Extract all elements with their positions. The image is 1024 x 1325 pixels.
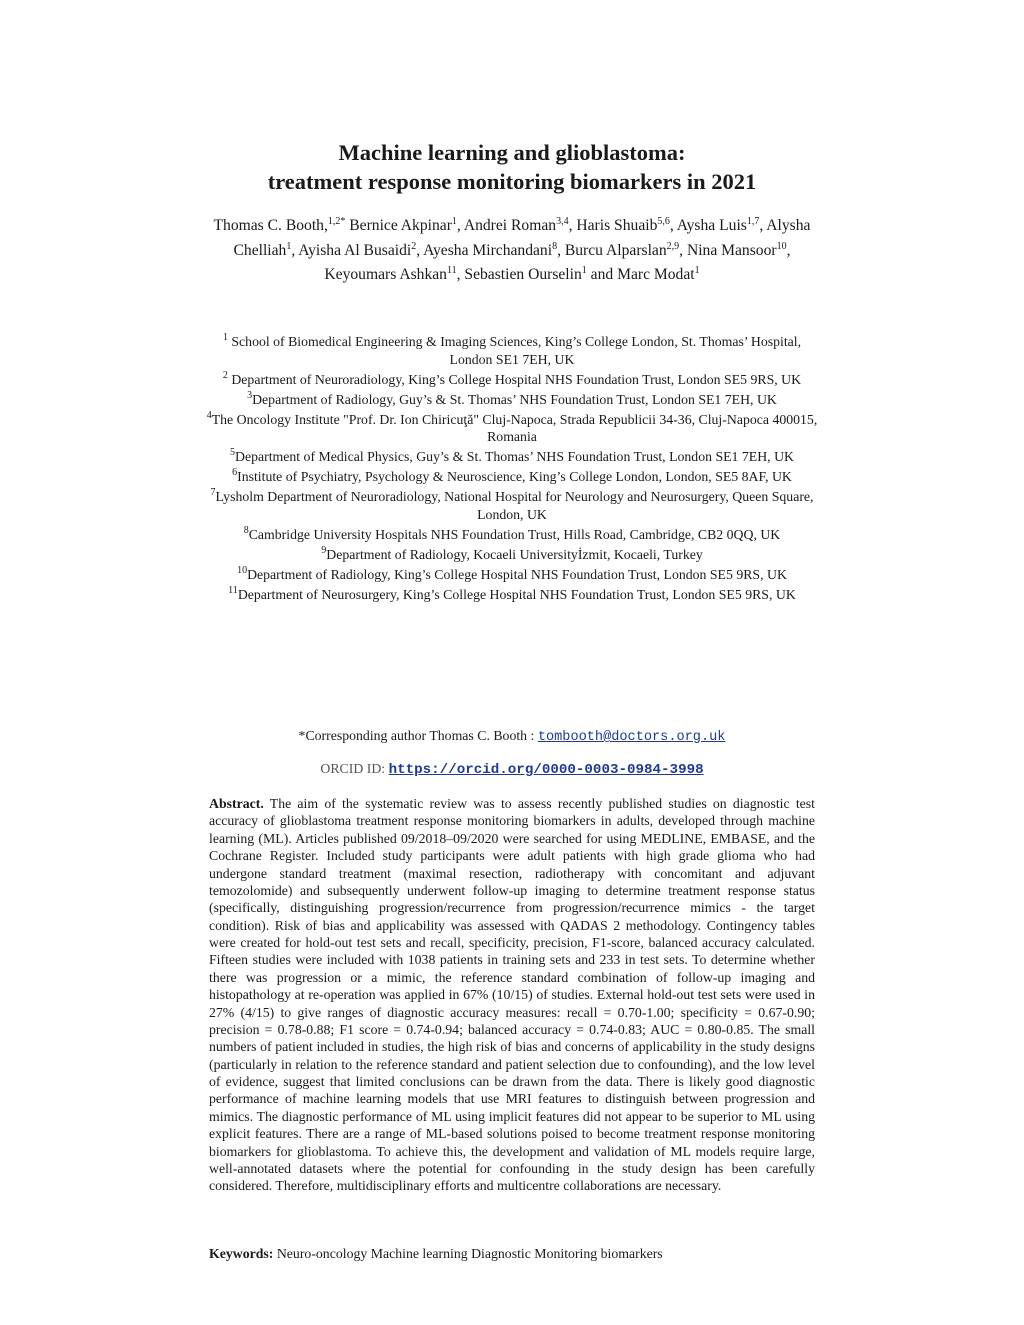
orcid-link[interactable]: https://orcid.org/0000-0003-0984-3998 bbox=[388, 762, 704, 778]
affiliation-item: $^7$Lysholm Department of Neuroradiology, National Hospital for Neurology and Neurosurgery, Queen Square, London, UK bbox=[210, 487, 814, 522]
affiliation-list bbox=[205, 333, 819, 606]
affiliation-item: $^8$Cambridge University Hospitals NHS Foundation Trust, Hills Road, Cambridge, CB2 0QQ, UK bbox=[243, 524, 781, 542]
abstract bbox=[209, 795, 815, 1195]
keywords bbox=[209, 1245, 815, 1263]
affiliation-item: $^3$Department of Radiology, Guy’s & St. Thomas’ NHS Foundation Trust, London SE1 7EH, UK bbox=[247, 389, 777, 407]
affiliation-item: $^9$Department of Radiology, Kocaeli Universityİzmit, Kocaeli, Turkey bbox=[321, 544, 703, 562]
affiliation-item: $^1$ School of Biomedical Engineering & Imaging Sciences, King’s College London, St. Thomas’ Hospital, London SE1 7EH, UK bbox=[222, 332, 802, 367]
corresponding-email-link[interactable]: tombooth@doctors.org.uk bbox=[537, 730, 726, 745]
author: and Marc Modat$^1$ bbox=[586, 265, 700, 283]
author: , Keyoumars Ashkan$^{11}$ bbox=[324, 241, 791, 283]
corresponding-label: *Corresponding author Thomas C. Booth : bbox=[298, 728, 538, 743]
affiliation-item: $^5$Department of Medical Physics, Guy’s & St. Thomas’ NHS Foundation Trust, London SE1 7EH, UK bbox=[229, 447, 795, 464]
author: , Sebastien Ourselin$^1$ bbox=[456, 265, 587, 283]
affiliation-item: $^{11}$Department of Neurosurgery, King’s College Hospital NHS Foundation Trust, London SE5 9RS, UK bbox=[228, 584, 796, 602]
author: , Ayesha Mirchandani$^8$ bbox=[416, 240, 558, 259]
affiliation-item: $^{10}$Department of Radiology, King’s College Hospital NHS Foundation Trust, London SE5 9RS, UK bbox=[237, 564, 787, 582]
title-line-2: treatment response monitoring biomarkers in 2021 bbox=[267, 169, 757, 194]
abstract-label: Abstract. bbox=[209, 796, 264, 811]
keywords-label: Keywords: bbox=[209, 1246, 274, 1261]
author: Thomas C. Booth,$^{1,2*}$ bbox=[213, 216, 346, 234]
author: , Nina Mansoor$^{10}$ bbox=[679, 240, 787, 259]
author: , Aysha Luis$^{1,7}$ bbox=[669, 216, 760, 234]
abstract-text: The aim of the systematic review was to assess recently published studies on diagnostic test accuracy of glioblastoma treatment response monitoring biomarkers in adults, developed through machine learning (ML). Articles published 09/2018–09/2020 were searched for using MEDLINE, EMBASE, and the Cochrane Register. Included study participants were adult patients with high grade glioma who had undergone standard treatment (maximal resection, radiotherapy with concomitant and adjuvant temozolomide) and subsequently underwent follow-up imaging to determine treatment response status (specifically, distinguishing progression/recurrence from progression/recurrence mimics - the target condition). Risk of bias and applicability was assessed with QADAS 2 methodology. Contingency tables were created for hold-out test sets and recall, specificity, precision, F1-score, balanced accuracy calculated. Fifteen studies were included with 1038 patients in training sets and 233 in test sets. To determine whether there was progression or a mimic, the reference standard combination of follow-up imaging and histopathology at re-operation was applied in 67% (10/15) of studies. External hold-out test sets were used in 27% (4/15) to give ranges of diagnostic accuracy measures: recall = 0.70-1.00; specificity = 0.67-0.90; precision = 0.78-0.88; F1 score = 0.74-0.94; balanced accuracy = 0.74-0.83; AUC = 0.80-0.85. The small numbers of patient included in studies, the high risk of bias and concerns of applicability in the study designs (particularly in relation to the reference standard and patient selection due to confounding), and the low level of evidence, suggest that limited conclusions can be drawn from the data. There is likely good diagnostic performance of machine learning models that use MRI features to distinguish between progression and mimics. The diagnostic performance of ML using implicit features did not appear to be superior to ML using explicit features. There are a range of ML-based solutions poised to become treatment response monitoring biomarkers for glioblastoma. To achieve this, the development and validation of ML models require large, well-annotated datasets where the potential for confounding in the study design has been carefully considered. Therefore, multidisciplinary efforts and multicentre collaborations are necessary. bbox=[209, 796, 815, 1194]
author-list bbox=[200, 214, 824, 288]
author: Bernice Akpinar$^1$ bbox=[345, 216, 457, 234]
keywords-text: Neuro-oncology Machine learning Diagnostic Monitoring biomarkers bbox=[273, 1246, 663, 1261]
author: , Ayisha Al Busaidi$^2$ bbox=[291, 240, 417, 259]
affiliation-item: $^2$ Department of Neuroradiology, King’s College Hospital NHS Foundation Trust, London SE5 9RS, UK bbox=[222, 369, 802, 387]
orcid-label: ORCID ID: bbox=[320, 761, 389, 776]
affiliation-item: $^6$Institute of Psychiatry, Psychology & Neuroscience, King’s College London, London, SE5 8AF, UK bbox=[232, 467, 792, 484]
corresponding-author bbox=[112, 727, 912, 747]
author: , Burcu Alparslan$^{2,9}$ bbox=[557, 240, 680, 259]
orcid bbox=[112, 760, 912, 779]
title-line-1: Machine learning and glioblastoma: bbox=[338, 140, 686, 165]
paper-title bbox=[112, 138, 912, 196]
affiliation-item: $^4$The Oncology Institute "Prof. Dr. Ion Chiricuţă" Cluj-Napoca, Strada Republicii 34-36, Cluj-Napoca 400015, Romania bbox=[206, 409, 818, 444]
author: , Alysha Chelliah$^1$ bbox=[233, 217, 811, 259]
author: , Andrei Roman$^{3,4}$ bbox=[456, 216, 569, 234]
author: , Haris Shuaib$^{5,6}$ bbox=[568, 216, 670, 234]
